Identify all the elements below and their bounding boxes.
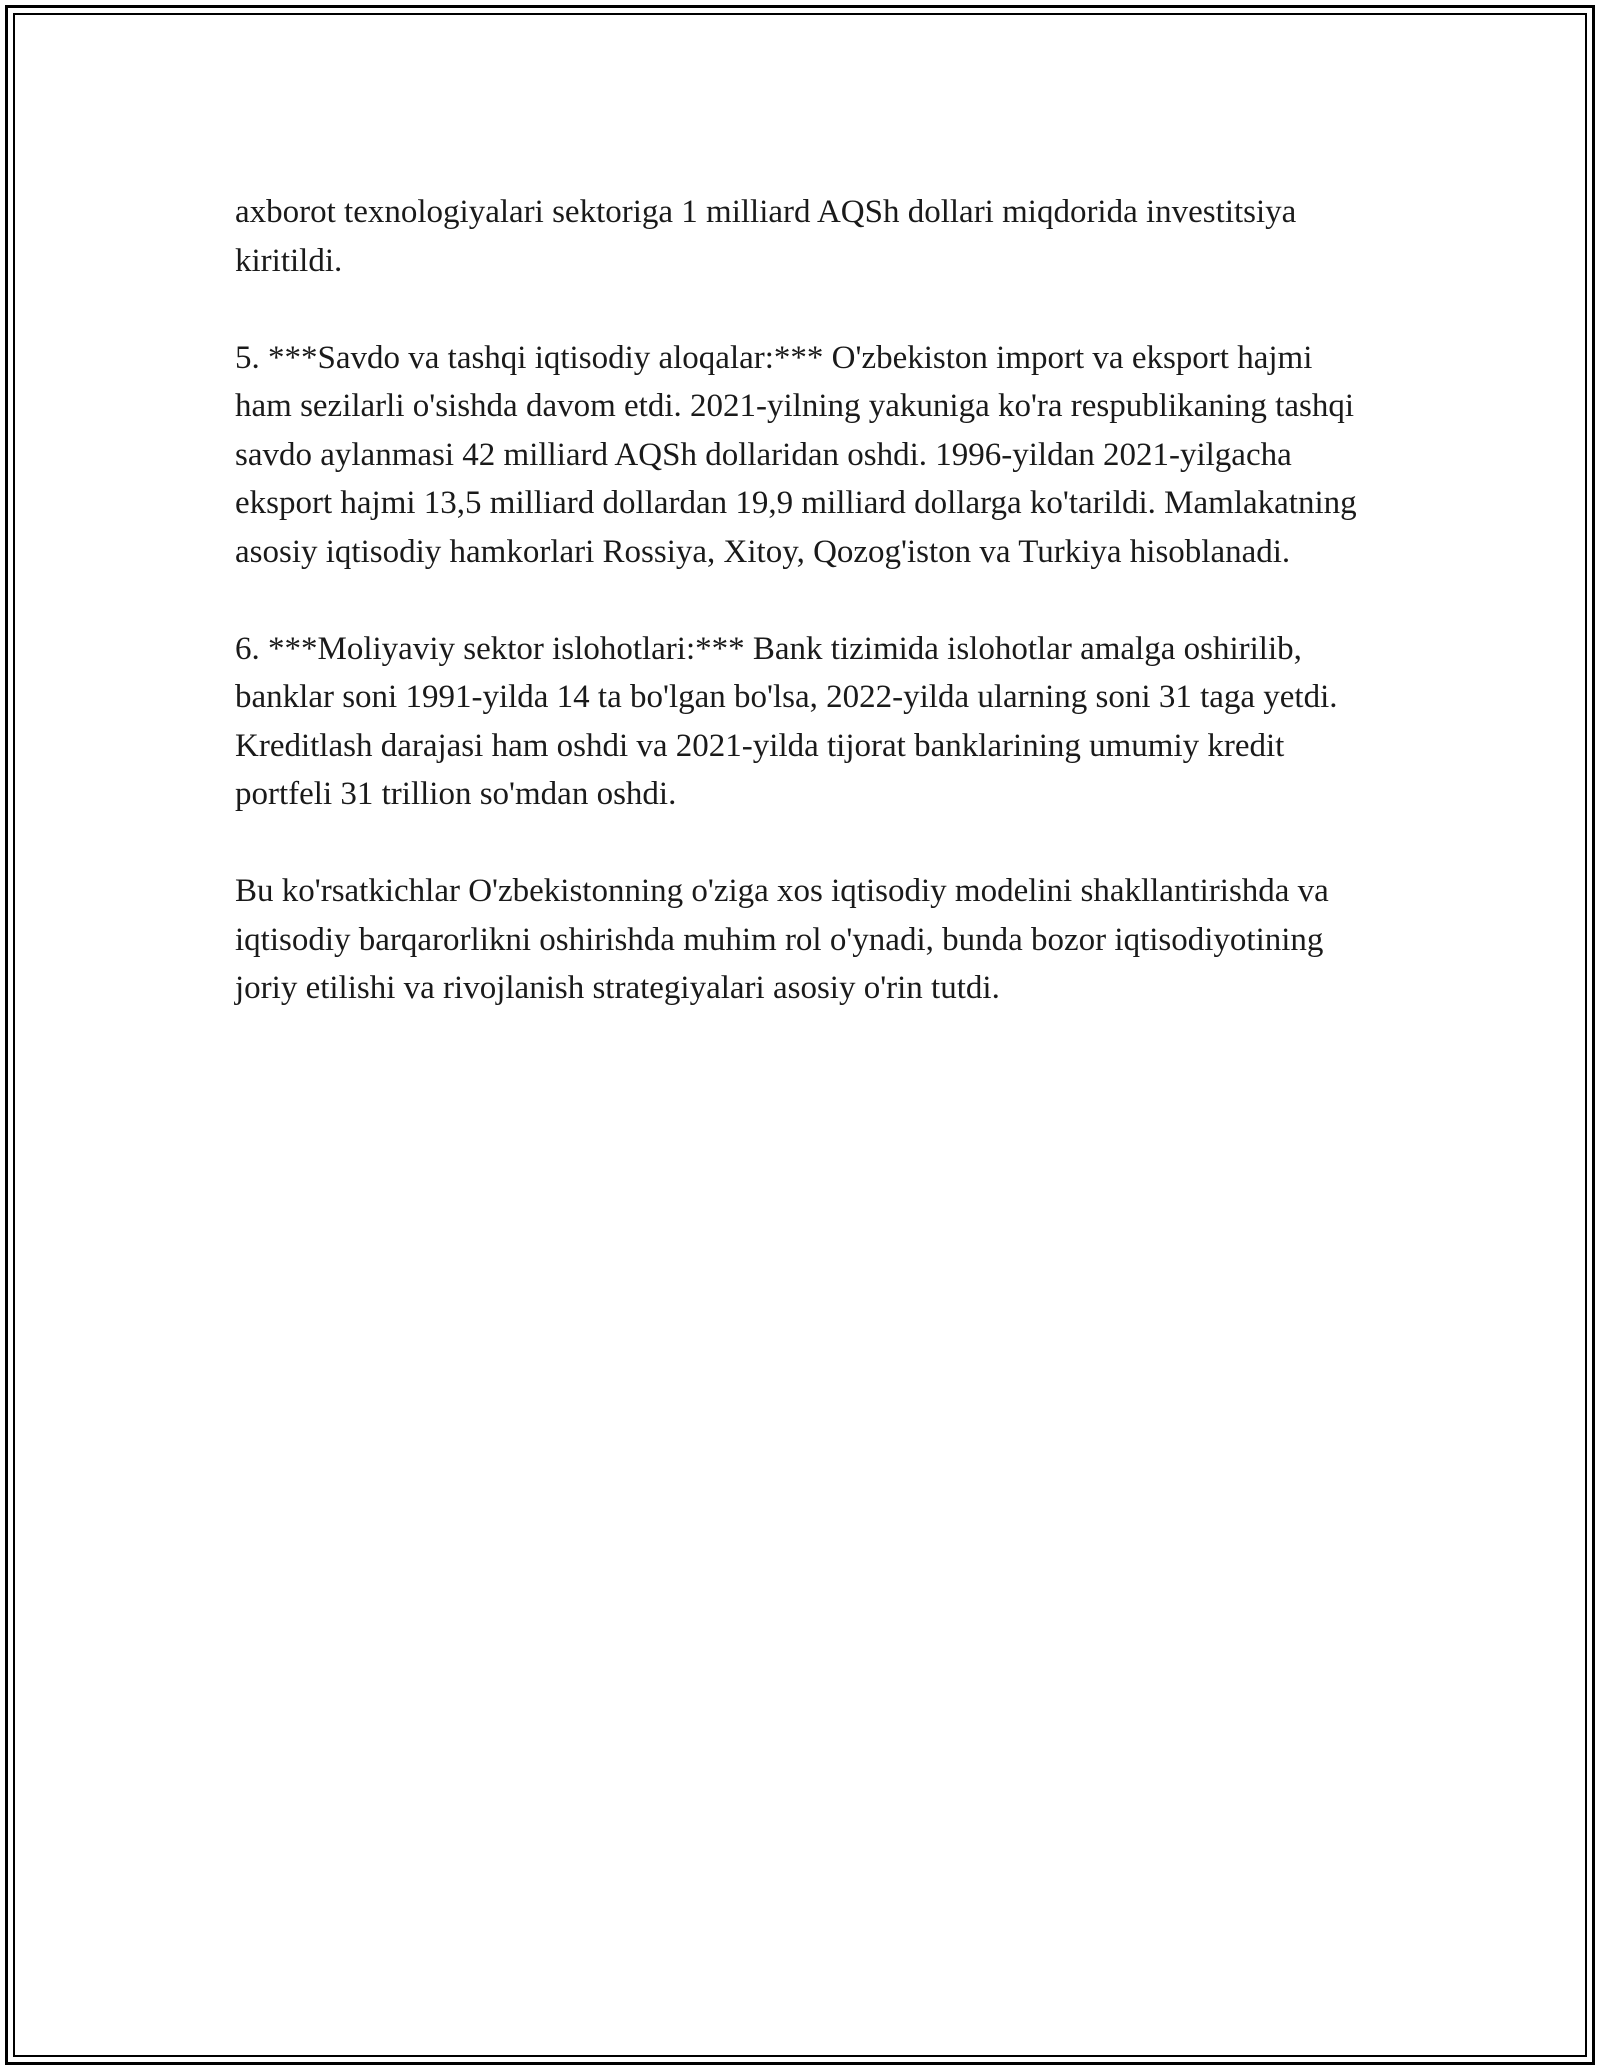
document-body (235, 188, 1365, 1061)
paragraph-financial-reforms: 6. ***Moliyaviy sektor islohotlari:*** Bank tizimida islohotlar amalga oshirilib, banklar soni 1991-yilda 14 ta bo'lgan bo'lsa, 2022-yilda ularning soni 31 taga yetdi. Kreditlash darajasi ham oshdi va 2021-yilda tijorat banklarining umumiy kredit portfeli 31 trillion so'mdan oshdi. (235, 630, 1338, 812)
paragraph-it-investment: axborot texnologiyalari sektoriga 1 milliard AQSh dollari miqdorida investitsiya kiritildi. (235, 194, 1297, 279)
paragraph-trade-relations: 5. ***Savdo va tashqi iqtisodiy aloqalar:*** O'zbekiston import va eksport hajmi ham sezilarli o'sishda davom etdi. 2021-yilning yakuniga ko'ra respublikaning tashqi savdo aylanmasi 42 milliard AQSh dollaridan oshdi. 1996-yildan 2021-yilgacha eksport hajmi 13,5 milliard dollardan 19,9 milliard dollarga ko'tarildi. Mamlakatning asosiy iqtisodiy hamkorlari Rossiya, Xitoy, Qozog'iston va Turkiya hisoblanadi. (235, 339, 1357, 570)
paragraph-conclusion: Bu ko'rsatkichlar O'zbekistonning o'ziga xos iqtisodiy modelini shakllantirishda va iqtisodiy barqarorlikni oshirishda muhim rol o'ynadi, bunda bozor iqtisodiyotining joriy etilishi va rivojlanish strategiyalari asosiy o'rin tutdi. (235, 873, 1329, 1006)
